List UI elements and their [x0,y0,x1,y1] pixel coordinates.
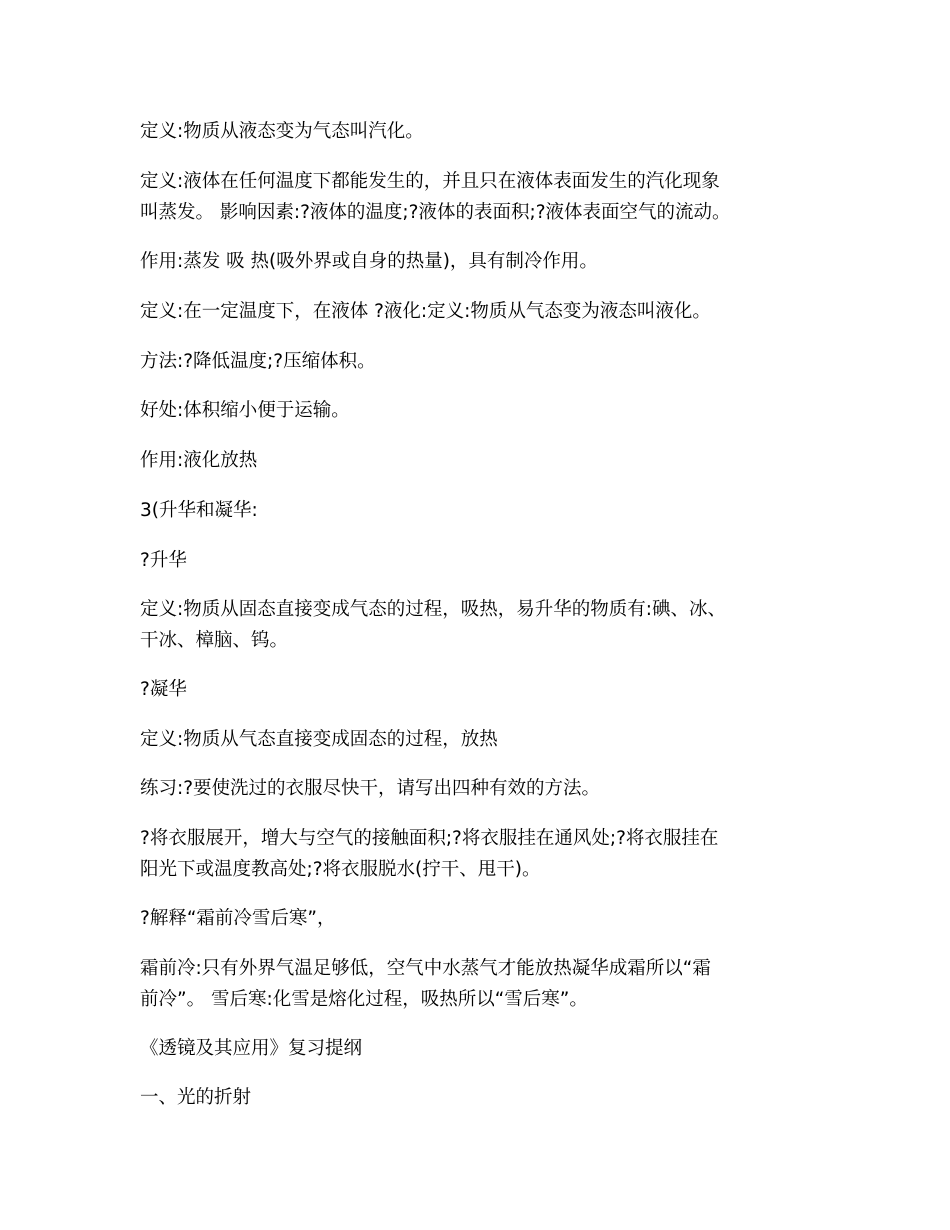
text-line: 阳光下或温度教高处;?将衣服脱水(拧干、甩干)。 [140,859,541,880]
text-line: 方法:?降低温度;?压缩体积。 [140,351,376,372]
text-line: 一、光的折射 [140,1087,252,1108]
text-line: 定义:物质从固态直接变成气态的过程，吸热，易升华的物质有:碘、冰、 [140,599,726,620]
paragraph [140,495,810,526]
paragraph [140,594,810,656]
paragraph [140,773,810,804]
text-line: 叫蒸发。 影响因素:?液体的温度;?液体的表面积;?液体表面空气的流动。 [140,202,731,223]
paragraph [140,724,810,755]
text-line: ?将衣服展开，增大与空气的接触面积;?将衣服挂在通风处;?将衣服挂在 [140,828,719,849]
paragraph [140,246,810,277]
paragraph [140,1033,810,1064]
text-line: 好处:体积缩小便于运输。 [140,400,350,421]
paragraph [140,296,810,327]
paragraph [140,953,810,1015]
text-line: 练习:?要使洗过的衣服尽快干，请写出四种有效的方法。 [140,778,601,799]
text-line: 定义:在一定温度下，在液体 ?液化:定义:物质从气态变为液态叫液化。 [140,301,711,322]
paragraph [140,445,810,476]
paragraph [140,116,810,147]
text-line: 定义:物质从液态变为气态叫汽化。 [140,121,424,142]
text-line: 《透镜及其应用》复习提纲 [140,1038,363,1059]
text-line: ?凝华 [140,679,187,700]
paragraph [140,903,810,934]
paragraph [140,1082,810,1113]
paragraph [140,166,810,228]
paragraph [140,395,810,426]
text-line: 3(升华和凝华: [140,500,258,521]
text-line: 作用:蒸发 吸 热(吸外界或自身的热量)，具有制冷作用。 [140,251,598,272]
paragraph [140,823,810,885]
paragraph [140,674,810,705]
text-line: 霜前冷:只有外界气温足够低，空气中水蒸气才能放热凝华成霜所以“霜 [140,958,711,979]
text-line: 前冷”。 雪后寒:化雪是熔化过程，吸热所以“雪后寒”。 [140,989,588,1010]
text-line: 作用:液化放热 [140,450,258,471]
text-line: 干冰、樟脑、钨。 [140,630,289,651]
text-line: 定义:物质从气态直接变成固态的过程，放热 [140,729,498,750]
text-line: ?升华 [140,550,187,571]
paragraph [140,346,810,377]
text-line: ?解释“霜前冷雪后寒”， [140,908,336,929]
text-line: 定义:液体在任何温度下都能发生的，并且只在液体表面发生的汽化现象 [140,171,720,192]
paragraph [140,545,810,576]
